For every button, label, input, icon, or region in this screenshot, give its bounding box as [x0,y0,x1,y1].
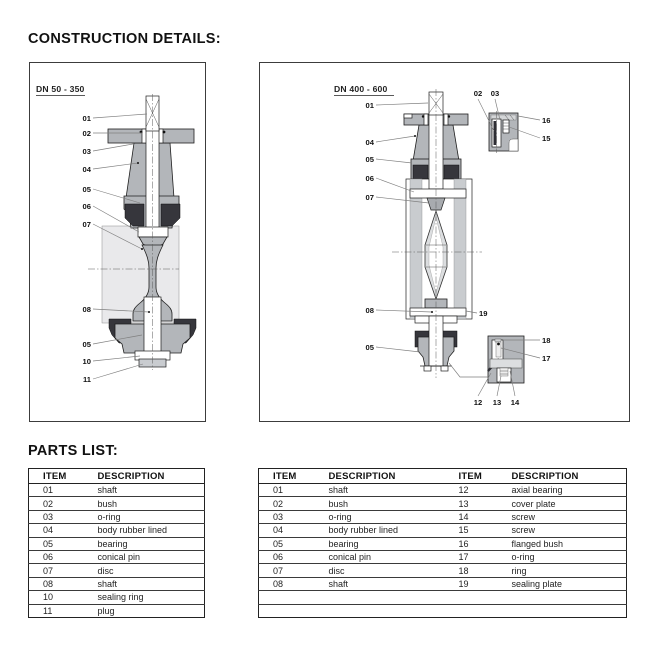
table-cell: 08 [29,577,84,590]
table-cell: shaft [315,484,445,497]
header-row [29,469,205,484]
parts-list-title: PARTS LIST: [28,443,119,459]
table-cell: 06 [29,550,84,563]
svg-text:05: 05 [82,340,91,349]
table-row [259,550,627,563]
table-row [29,564,205,577]
callout-01 [366,101,428,110]
table-cell: bearing [315,537,445,550]
table-row [259,497,627,510]
table-row [29,497,205,510]
table-cell: body rubber lined [84,524,205,537]
svg-text:02: 02 [473,89,483,98]
table-cell: 06 [259,550,315,563]
table-row [29,510,205,523]
svg-text:05: 05 [365,343,374,352]
table-cell: 15 [445,524,498,537]
svg-text:10: 10 [82,357,91,366]
range-label-dn50-350 [36,84,85,96]
table-row [29,604,205,617]
svg-text:01: 01 [365,101,374,110]
column-header: ITEM [259,469,315,484]
callout-10 [83,356,140,366]
construction-details-title: CONSTRUCTION DETAILS: [28,31,221,47]
callout-16 [518,116,550,125]
table-cell: 01 [29,484,84,497]
svg-text:07: 07 [365,193,374,202]
callout-03 [83,144,133,156]
svg-text:05: 05 [365,155,374,164]
valve-cross-section [88,94,196,370]
column-header: DESCRIPTION [84,469,205,484]
table-cell: 17 [445,550,498,563]
table-cell: 16 [445,537,498,550]
table-cell [315,591,445,604]
table-cell: screw [498,510,627,523]
svg-text:19: 19 [479,309,488,318]
callout-04 [366,135,416,147]
svg-text:07: 07 [82,220,91,229]
table-cell: 03 [29,510,84,523]
callout-01 [83,114,147,123]
svg-text:06: 06 [82,202,91,211]
table-row [259,577,627,590]
table-row [259,604,627,617]
table-row [259,591,627,604]
table-cell [259,604,315,617]
valve-cross-section [392,89,482,378]
table-cell: plug [97,605,115,616]
table-cell: sealing ring [84,591,205,604]
table-row [29,577,205,590]
table-row [29,524,205,537]
valve-drawing-dn50-350 [30,63,205,421]
table-cell: conical pin [84,550,205,563]
column-header: ITEM [29,469,84,484]
table-cell: o-ring [84,510,205,523]
table-cell: 03 [259,510,315,523]
table-cell: flanged bush [498,537,627,550]
table-cell: 13 [445,497,498,510]
table-cell [445,604,498,617]
table-cell: 18 [445,564,498,577]
table-cell: cover plate [498,497,627,510]
table-row [259,510,627,523]
table-cell: 07 [29,564,84,577]
callout-11 [83,364,143,384]
table-cell: 11 [43,605,53,616]
table-cell: disc [315,564,445,577]
svg-text:04: 04 [365,138,374,147]
parts-table-left [28,468,205,618]
callout-05 [366,155,412,164]
svg-text:12: 12 [473,398,483,407]
table-cell: shaft [84,484,205,497]
table-cell: conical pin [315,550,445,563]
table-cell: 12 [445,484,498,497]
table-cell: disc [84,564,205,577]
svg-text:DN 400 - 600: DN 400 - 600 [334,84,388,94]
table-cell: 08 [259,577,315,590]
table-cell: 05 [29,537,84,550]
column-header: DESCRIPTION [498,469,627,484]
svg-text:02: 02 [82,129,91,138]
svg-text:05: 05 [82,185,91,194]
header-row [259,469,627,484]
table-row [259,484,627,497]
svg-text:13: 13 [492,398,502,407]
table-cell: 14 [445,510,498,523]
range-label-dn400-600 [334,84,394,96]
callout-12 [474,373,491,407]
svg-text:03: 03 [82,147,91,156]
table-row [29,591,205,604]
table-row [259,537,627,550]
table-cell: axial bearing [498,484,627,497]
table-cell: 10 [29,591,84,604]
table-cell: 05 [259,537,315,550]
svg-text:06: 06 [365,174,374,183]
svg-text:16: 16 [542,116,551,125]
valve-drawing-dn400-600 [260,63,629,421]
parts-table-right [258,468,627,618]
svg-text:03: 03 [490,89,500,98]
table-cell: 04 [29,524,84,537]
table-cell: sealing plate [498,577,627,590]
diagram-panel-dn400-600 [259,62,630,422]
svg-text:11: 11 [82,375,91,384]
detail-box-top [489,111,518,153]
svg-text:01: 01 [82,114,91,123]
table-cell: shaft [315,577,445,590]
svg-text:08: 08 [365,306,374,315]
column-header: ITEM [445,469,498,484]
table-row [29,484,205,497]
table-cell [498,591,627,604]
table-cell: bush [315,497,445,510]
table-cell [315,604,445,617]
table-cell: o-ring [498,550,627,563]
svg-text:15: 15 [542,134,551,143]
table-cell: 02 [259,497,315,510]
table-row [259,524,627,537]
table-cell [498,604,627,617]
svg-text:17: 17 [542,354,551,363]
table-cell: o-ring [315,510,445,523]
table-cell: ring [498,564,627,577]
table-cell: bush [84,497,205,510]
table-row [29,550,205,563]
table-cell: 19 [445,577,498,590]
table-cell: 02 [29,497,84,510]
table-row [29,537,205,550]
table-cell: screw [498,524,627,537]
table-cell [445,591,498,604]
table-cell [259,591,315,604]
svg-text:14: 14 [510,398,520,407]
table-cell: 07 [259,564,315,577]
svg-text:04: 04 [82,165,91,174]
table-cell: 01 [259,484,315,497]
table-cell: body rubber lined [315,524,445,537]
table-row [259,564,627,577]
table-cell: bearing [84,537,205,550]
table-cell: shaft [84,577,205,590]
diagram-panel-dn50-350 [29,62,206,422]
column-header: DESCRIPTION [315,469,445,484]
callout-05b [366,343,420,352]
table-cell: 04 [259,524,315,537]
detail-box-bottom [449,336,524,383]
svg-text:08: 08 [82,305,91,314]
svg-text:DN 50 - 350: DN 50 - 350 [36,84,85,94]
svg-text:18: 18 [542,336,551,345]
